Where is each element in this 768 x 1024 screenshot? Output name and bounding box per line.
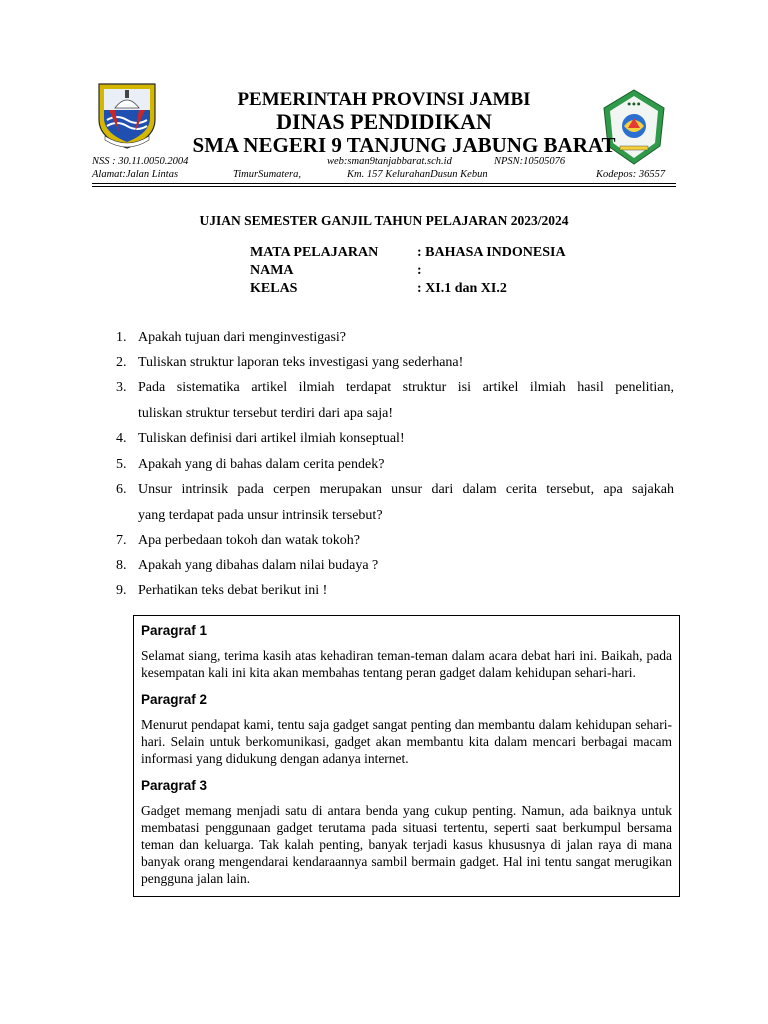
question-text: Perhatikan teks debat berikut ini !: [138, 583, 328, 598]
question-number: 7.: [116, 533, 127, 548]
question-text: Pada sistematika artikel ilmiah terdapat struktur isi artikel ilmiah hasil penelitian,: [138, 380, 674, 395]
question-text-continued: yang terdapat pada unsur intrinsik tersebut?: [138, 508, 383, 523]
question-item: [116, 482, 138, 498]
paragraph-heading: Paragraf 3: [141, 778, 208, 793]
npsn-text: NPSN:10505076: [494, 156, 566, 167]
website-text: web:sman9tanjabbarat.sch.id: [327, 156, 452, 167]
question-number: 9.: [116, 583, 127, 598]
info-row-class: [250, 281, 507, 297]
question-item: [116, 558, 378, 574]
question-text: Apakah yang dibahas dalam nilai budaya ?: [138, 558, 379, 573]
question-number: 4.: [116, 431, 127, 446]
question-text: Apakah yang di bahas dalam cerita pendek?: [138, 457, 385, 472]
debate-text-box: [133, 615, 680, 897]
paragraph-text: Menurut pendapat kami, tentu saja gadget sangat penting dan membantu dalam kehidupan sehari-hari. Selain untuk berkomunikasi, gadget akan membantu kita dalam mencari berbagai macam informasi yang didukung dengan adanya internet.: [141, 717, 672, 766]
department-heading: DINAS PENDIDIKAN: [276, 109, 492, 134]
info-value: : XI.1 dan XI.2: [417, 281, 507, 296]
info-value: : BAHASA INDONESIA: [417, 245, 566, 260]
question-number: 6.: [116, 482, 127, 497]
header-divider: [92, 183, 676, 184]
paragraph-heading: Paragraf 2: [141, 692, 208, 707]
info-row-name: [250, 263, 422, 279]
question-text-continued: tuliskan struktur tersebut terdiri dari apa saja!: [138, 406, 394, 421]
info-label: KELAS: [250, 281, 298, 296]
question-item: [116, 533, 360, 549]
question-text: Apakah tujuan dari menginvestigasi?: [138, 330, 346, 345]
svg-text:● ● ●: ● ● ●: [627, 101, 641, 106]
question-text: Tuliskan definisi dari artikel ilmiah konseptual!: [138, 431, 405, 446]
question-item: [116, 583, 327, 599]
school-name-heading: SMA NEGERI 9 TANJUNG JABUNG BARAT: [192, 133, 616, 157]
question-number: 8.: [116, 558, 127, 573]
question-number: 1.: [116, 330, 127, 345]
info-value: :: [417, 263, 422, 278]
info-label: MATA PELAJARAN: [250, 245, 379, 260]
info-label: NAMA: [250, 263, 294, 278]
government-heading: PEMERINTAH PROVINSI JAMBI: [237, 89, 531, 110]
paragraph-heading: Paragraf 1: [141, 623, 208, 638]
paragraph-text: Selamat siang, terima kasih atas kehadiran teman-teman dalam acara debat hari ini. Baikah, pada kesempatan kali ini kita akan membahas tentang peran gadget dalam kehidupan sehari-hari.: [141, 648, 672, 680]
address-km-text: Km. 157 KelurahanDusun Kebun: [347, 169, 488, 180]
question-text: Apa perbedaan tokoh dan watak tokoh?: [138, 533, 360, 548]
question-item: [116, 330, 346, 346]
question-number: 3.: [116, 380, 127, 395]
question-number: 2.: [116, 355, 127, 370]
info-row-subject: [250, 245, 566, 261]
header-divider-thin: [92, 186, 676, 187]
nss-text: NSS : 30.11.0050.2004: [92, 156, 189, 167]
question-text: Unsur intrinsik pada cerpen merupakan unsur dari dalam cerita tersebut, apa sajakah: [138, 482, 674, 497]
paragraph-text: Gadget memang menjadi satu di antara benda yang cukup penting. Namun, ada baiknya untuk membatasi penggunaan gadget terutama pada situasi tertentu, seperti saat berkumpul bersama teman dan keluarga. Tak kalah penting, banyak terjadi kasus khususnya di jalan raya di mana banyak orang mengendarai kendaraannya sambil bermain gadget. Hal ini tentu sangat merugikan pengguna jalan lain.: [141, 803, 672, 886]
exam-title: UJIAN SEMESTER GANJIL TAHUN PELAJARAN 2023/2024: [199, 213, 569, 228]
question-item: [116, 457, 384, 473]
address-region-text: TimurSumatera,: [233, 169, 301, 180]
question-item: [116, 355, 463, 371]
address-text: Alamat:Jalan Lintas: [92, 169, 179, 180]
question-text: Tuliskan struktur laporan teks investigasi yang sederhana!: [138, 355, 464, 370]
question-item: [116, 380, 138, 396]
question-number: 5.: [116, 457, 127, 472]
postal-code-text: Kodepos: 36557: [596, 169, 666, 180]
question-item: [116, 431, 405, 447]
